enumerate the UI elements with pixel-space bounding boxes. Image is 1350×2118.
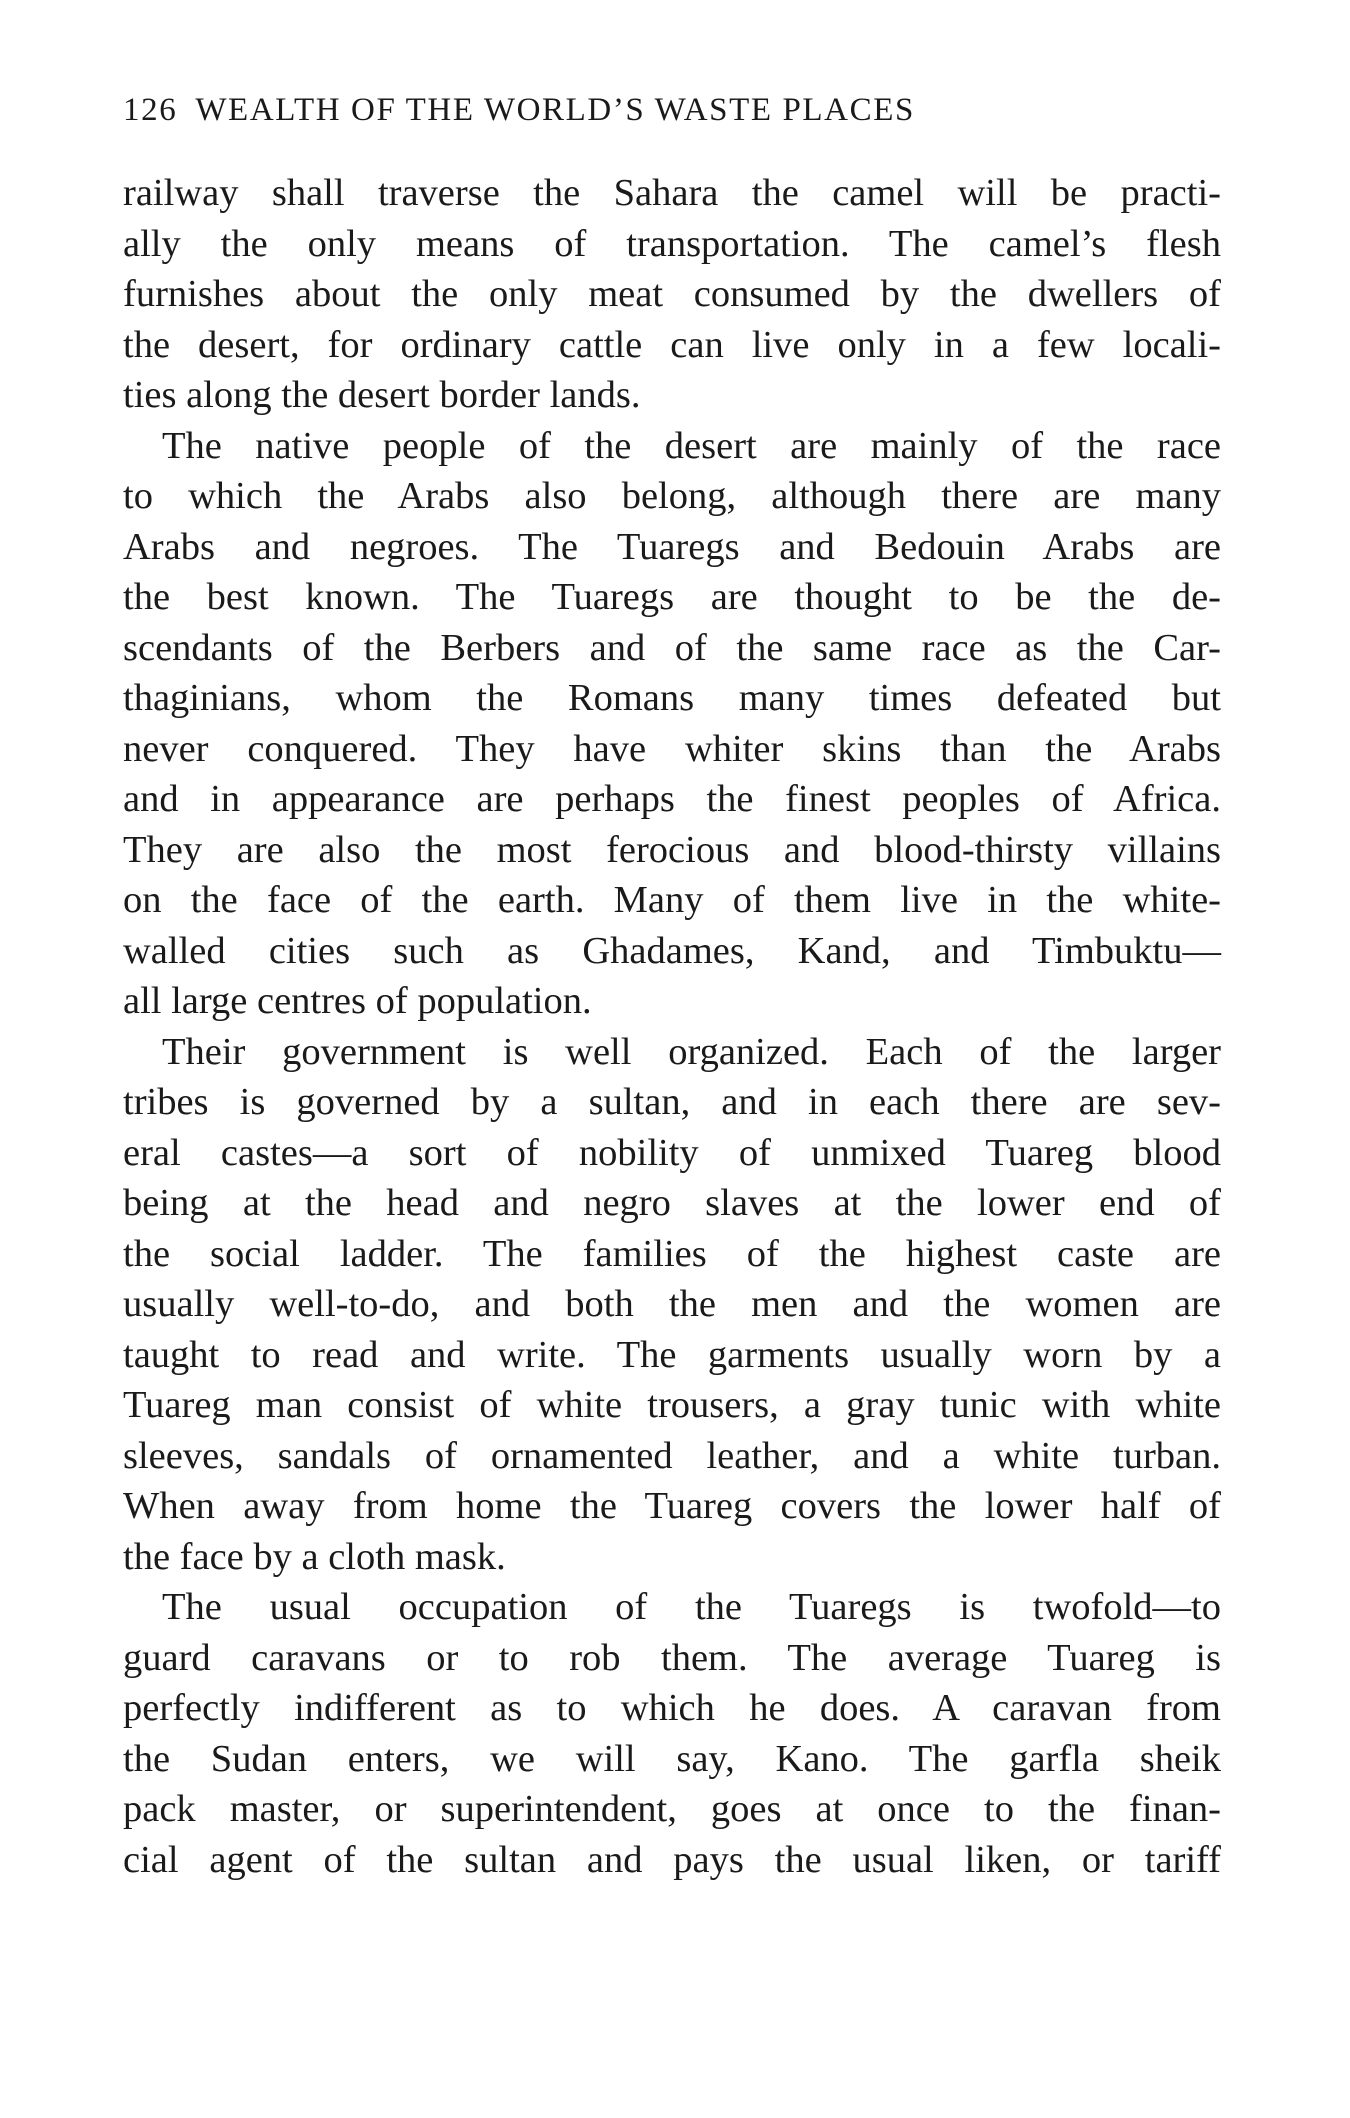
text-line: tribes is governed by a sultan, and in each there are sev- — [123, 1081, 1221, 1123]
text-line: never conquered. They have whiter skins than the Arabs — [123, 727, 1221, 770]
text-line: all large centres of population. — [123, 980, 592, 1022]
body-text — [123, 168, 1221, 1885]
text-line: ties along the desert border lands. — [123, 374, 641, 416]
text-line: the desert, for ordinary cattle can live only in a few locali- — [123, 323, 1221, 366]
text-line: The usual occupation of the Tuaregs is twofold—to — [162, 1586, 1221, 1628]
text-line: to which the Arabs also belong, although there are many — [123, 475, 1221, 517]
text-line: Tuareg man consist of white trousers, a gray tunic with white — [123, 1384, 1221, 1426]
text-line: on the face of the earth. Many of them live in the white- — [123, 879, 1221, 921]
text-line: Their government is well organized. Each of the larger — [162, 1030, 1221, 1073]
text-line: perfectly indifferent as to which he does. A caravan from — [123, 1687, 1221, 1729]
text-line: furnishes about the only meat consumed by the dwellers of — [123, 273, 1221, 315]
text-line: eral castes—a sort of nobility of unmixed Tuareg blood — [123, 1131, 1221, 1174]
text-line: railway shall traverse the Sahara the camel will be practi- — [123, 172, 1221, 214]
text-line: and in appearance are perhaps the finest peoples of Africa. — [123, 778, 1221, 820]
running-head — [123, 92, 1133, 129]
page-number: 126 — [123, 92, 178, 128]
text-line: ally the only means of transportation. The camel’s flesh — [123, 222, 1221, 265]
text-line: They are also the most ferocious and blood-thirsty villains — [123, 828, 1221, 871]
text-line: cial agent of the sultan and pays the usual liken, or tariff — [123, 1838, 1221, 1881]
text-line: sleeves, sandals of ornamented leather, and a white turban. — [123, 1434, 1221, 1477]
text-line: Arabs and negroes. The Tuaregs and Bedouin Arabs are — [123, 525, 1221, 568]
text-line: the face by a cloth mask. — [123, 1535, 506, 1578]
text-line: the best known. The Tuaregs are thought to be the de- — [123, 576, 1221, 618]
text-line: the social ladder. The families of the highest caste are — [123, 1232, 1221, 1275]
running-title: WEALTH OF THE WORLD’S WASTE PLACES — [195, 92, 915, 128]
text-line: guard caravans or to rob them. The average Tuareg is — [123, 1636, 1221, 1679]
text-line: being at the head and negro slaves at the lower end of — [123, 1182, 1221, 1224]
text-line: usually well-to-do, and both the men and the women are — [123, 1283, 1221, 1325]
text-line: When away from home the Tuareg covers the lower half of — [123, 1485, 1221, 1527]
text-line: walled cities such as Ghadames, Kand, and Timbuktu— — [123, 929, 1221, 972]
text-line: The native people of the desert are mainly of the race — [162, 424, 1221, 467]
text-line: taught to read and write. The garments usually worn by a — [123, 1333, 1221, 1376]
text-line: pack master, or superintendent, goes at once to the finan- — [123, 1788, 1221, 1830]
text-line: thaginians, whom the Romans many times defeated but — [123, 677, 1221, 719]
text-line: the Sudan enters, we will say, Kano. The garfla sheik — [123, 1737, 1221, 1780]
text-line: scendants of the Berbers and of the same race as the Car- — [123, 626, 1221, 669]
